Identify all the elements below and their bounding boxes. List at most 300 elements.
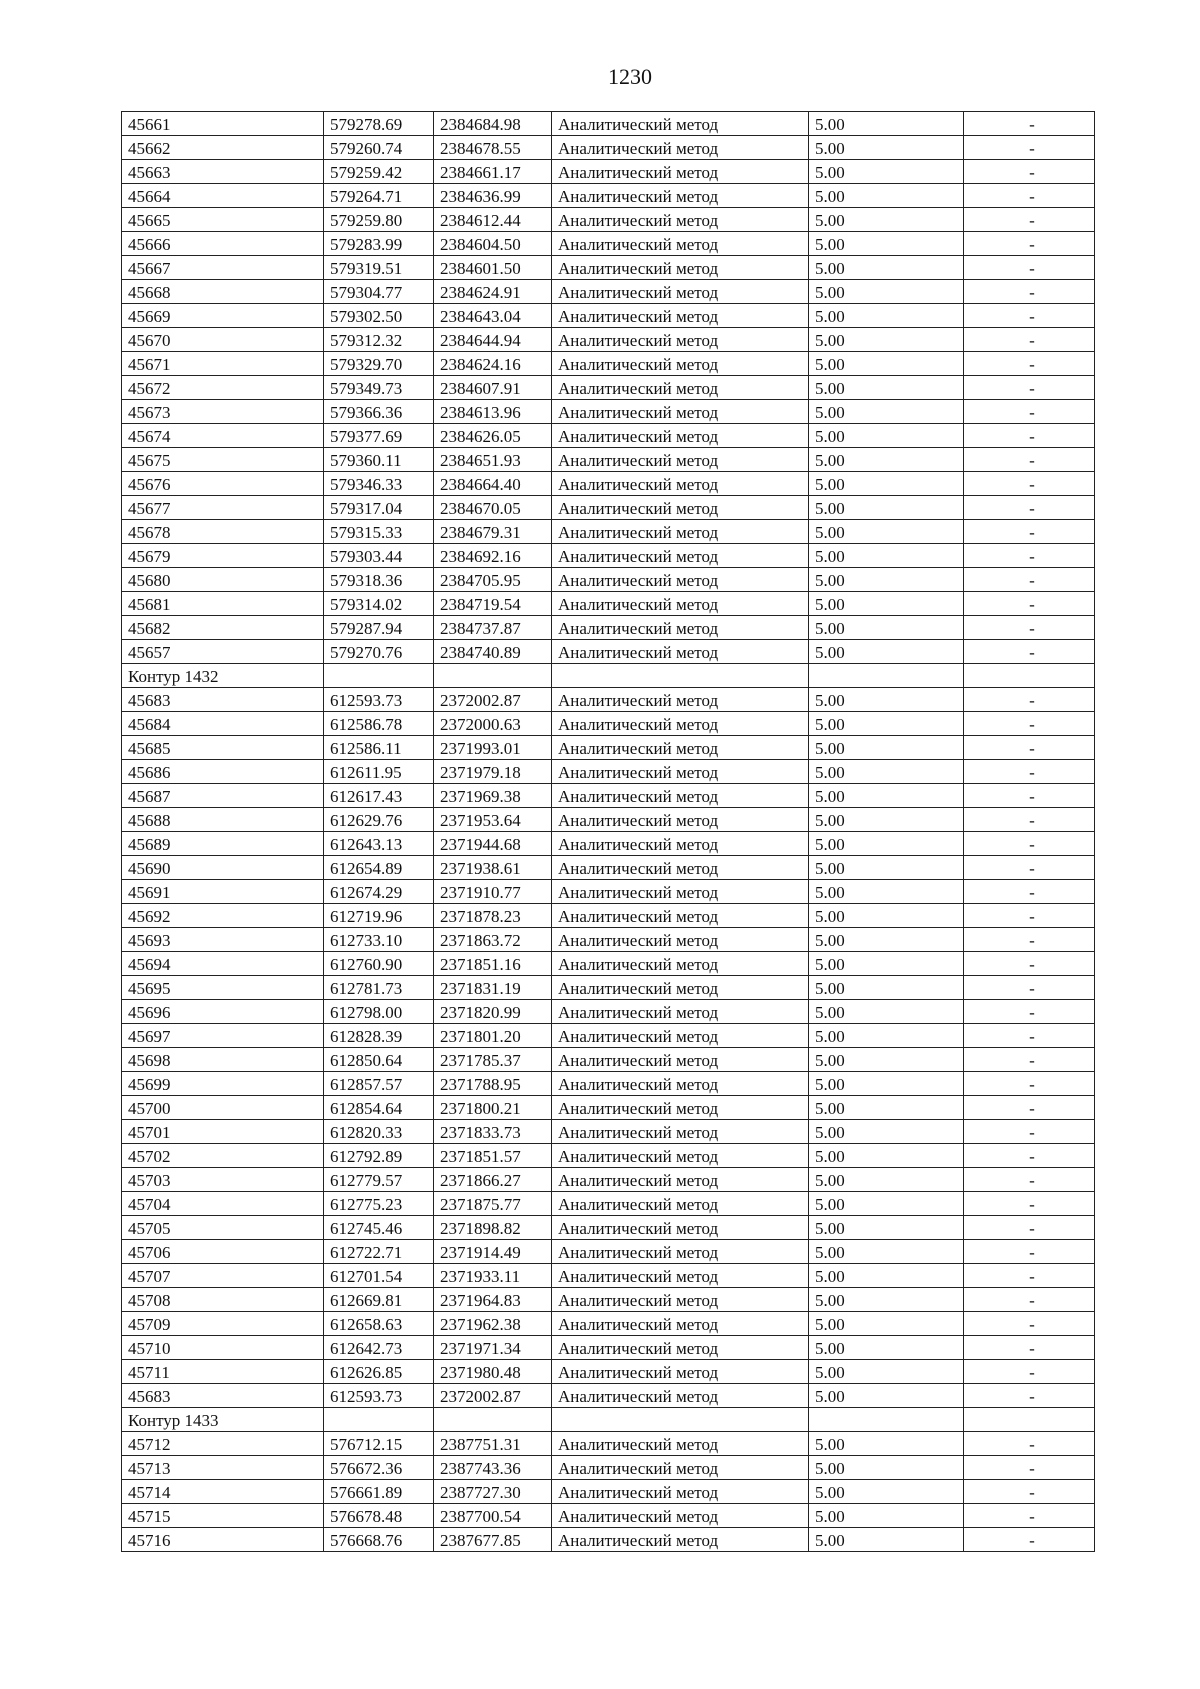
x-coordinate-cell: 612626.85 (324, 1360, 434, 1384)
table-row (122, 304, 1095, 328)
error-cell: 5.00 (809, 1384, 964, 1408)
table-row (122, 328, 1095, 352)
x-coordinate-cell: 612828.39 (324, 1024, 434, 1048)
method-cell: Аналитический метод (552, 1000, 809, 1024)
table-row (122, 832, 1095, 856)
table-row (122, 1048, 1095, 1072)
x-coordinate-cell: 612586.11 (324, 736, 434, 760)
y-coordinate-cell: 2371875.77 (434, 1192, 552, 1216)
y-coordinate-cell: 2384670.05 (434, 496, 552, 520)
error-cell: 5.00 (809, 1144, 964, 1168)
error-cell: 5.00 (809, 1024, 964, 1048)
table-row (122, 1432, 1095, 1456)
table-row (122, 1384, 1095, 1408)
note-cell: - (964, 688, 1095, 712)
contour-header-row (122, 1408, 1095, 1432)
y-coordinate-cell: 2384664.40 (434, 472, 552, 496)
note-cell: - (964, 424, 1095, 448)
note-cell: - (964, 1312, 1095, 1336)
y-coordinate-cell: 2384624.91 (434, 280, 552, 304)
table-row (122, 1336, 1095, 1360)
x-coordinate-cell: 612642.73 (324, 1336, 434, 1360)
method-cell: Аналитический метод (552, 1504, 809, 1528)
point-id-cell: 45675 (122, 448, 324, 472)
point-id-cell: 45676 (122, 472, 324, 496)
method-cell: Аналитический метод (552, 184, 809, 208)
y-coordinate-cell: 2371933.11 (434, 1264, 552, 1288)
x-coordinate-cell: 612593.73 (324, 1384, 434, 1408)
x-coordinate-cell: 612798.00 (324, 1000, 434, 1024)
note-cell: - (964, 736, 1095, 760)
note-cell: - (964, 352, 1095, 376)
x-coordinate-cell: 579283.99 (324, 232, 434, 256)
error-cell: 5.00 (809, 400, 964, 424)
x-coordinate-cell: 612669.81 (324, 1288, 434, 1312)
point-id-cell: 45695 (122, 976, 324, 1000)
note-cell: - (964, 1528, 1095, 1552)
point-id-cell: 45712 (122, 1432, 324, 1456)
method-cell: Аналитический метод (552, 160, 809, 184)
method-cell: Аналитический метод (552, 784, 809, 808)
error-cell: 5.00 (809, 1240, 964, 1264)
x-coordinate-cell: 576661.89 (324, 1480, 434, 1504)
table-row (122, 616, 1095, 640)
y-coordinate-cell: 2384679.31 (434, 520, 552, 544)
note-cell: - (964, 1432, 1095, 1456)
point-id-cell: 45706 (122, 1240, 324, 1264)
note-cell: - (964, 1288, 1095, 1312)
note-cell: - (964, 136, 1095, 160)
point-id-cell: 45694 (122, 952, 324, 976)
error-cell: 5.00 (809, 904, 964, 928)
x-coordinate-cell: 612701.54 (324, 1264, 434, 1288)
y-coordinate-cell: 2371863.72 (434, 928, 552, 952)
y-coordinate-cell: 2384636.99 (434, 184, 552, 208)
table-row (122, 496, 1095, 520)
method-cell: Аналитический метод (552, 832, 809, 856)
point-id-cell: 45668 (122, 280, 324, 304)
note-cell: - (964, 160, 1095, 184)
point-id-cell: 45711 (122, 1360, 324, 1384)
table-row (122, 1120, 1095, 1144)
point-id-cell: 45669 (122, 304, 324, 328)
note-cell: - (964, 904, 1095, 928)
note-cell: - (964, 568, 1095, 592)
method-cell: Аналитический метод (552, 856, 809, 880)
error-cell: 5.00 (809, 1216, 964, 1240)
table-row (122, 520, 1095, 544)
table-row (122, 424, 1095, 448)
error-cell: 5.00 (809, 352, 964, 376)
point-id-cell: 45677 (122, 496, 324, 520)
table-row (122, 592, 1095, 616)
table-row (122, 1504, 1095, 1528)
note-cell: - (964, 472, 1095, 496)
note-cell: - (964, 1216, 1095, 1240)
error-cell: 5.00 (809, 280, 964, 304)
note-cell: - (964, 1504, 1095, 1528)
method-cell: Аналитический метод (552, 904, 809, 928)
x-coordinate-cell: 612593.73 (324, 688, 434, 712)
error-cell: 5.00 (809, 712, 964, 736)
y-coordinate-cell: 2371878.23 (434, 904, 552, 928)
note-cell: - (964, 760, 1095, 784)
y-coordinate-cell: 2387700.54 (434, 1504, 552, 1528)
y-coordinate-cell: 2371980.48 (434, 1360, 552, 1384)
table-row (122, 1312, 1095, 1336)
table-row (122, 1240, 1095, 1264)
x-coordinate-cell: 612617.43 (324, 784, 434, 808)
y-coordinate-cell: 2371898.82 (434, 1216, 552, 1240)
note-cell: - (964, 616, 1095, 640)
method-cell: Аналитический метод (552, 1168, 809, 1192)
error-cell: 5.00 (809, 952, 964, 976)
note-cell: - (964, 1168, 1095, 1192)
table-row (122, 544, 1095, 568)
note-cell: - (964, 1096, 1095, 1120)
x-coordinate-cell: 612792.89 (324, 1144, 434, 1168)
table-row (122, 880, 1095, 904)
note-cell: - (964, 544, 1095, 568)
method-cell: Аналитический метод (552, 712, 809, 736)
error-cell: 5.00 (809, 184, 964, 208)
x-coordinate-cell: 579259.42 (324, 160, 434, 184)
note-cell: - (964, 1456, 1095, 1480)
point-id-cell: 45688 (122, 808, 324, 832)
table-row (122, 952, 1095, 976)
error-cell: 5.00 (809, 1360, 964, 1384)
x-coordinate-cell: 579314.02 (324, 592, 434, 616)
table-row (122, 1072, 1095, 1096)
error-cell: 5.00 (809, 160, 964, 184)
empty-cell (809, 664, 964, 688)
error-cell: 5.00 (809, 1480, 964, 1504)
error-cell: 5.00 (809, 1288, 964, 1312)
point-id-cell: 45673 (122, 400, 324, 424)
error-cell: 5.00 (809, 304, 964, 328)
error-cell: 5.00 (809, 568, 964, 592)
error-cell: 5.00 (809, 760, 964, 784)
note-cell: - (964, 880, 1095, 904)
table-row (122, 1264, 1095, 1288)
error-cell: 5.00 (809, 1120, 964, 1144)
point-id-cell: 45672 (122, 376, 324, 400)
table-row (122, 1168, 1095, 1192)
method-cell: Аналитический метод (552, 232, 809, 256)
x-coordinate-cell: 612629.76 (324, 808, 434, 832)
error-cell: 5.00 (809, 784, 964, 808)
method-cell: Аналитический метод (552, 952, 809, 976)
y-coordinate-cell: 2384613.96 (434, 400, 552, 424)
point-id-cell: 45709 (122, 1312, 324, 1336)
point-id-cell: 45716 (122, 1528, 324, 1552)
point-id-cell: 45682 (122, 616, 324, 640)
method-cell: Аналитический метод (552, 1024, 809, 1048)
error-cell: 5.00 (809, 1192, 964, 1216)
error-cell: 5.00 (809, 328, 964, 352)
y-coordinate-cell: 2371801.20 (434, 1024, 552, 1048)
method-cell: Аналитический метод (552, 448, 809, 472)
y-coordinate-cell: 2371971.34 (434, 1336, 552, 1360)
x-coordinate-cell: 612658.63 (324, 1312, 434, 1336)
note-cell: - (964, 1072, 1095, 1096)
page-number: 1230 (608, 64, 652, 89)
note-cell: - (964, 328, 1095, 352)
table-row (122, 1480, 1095, 1504)
error-cell: 5.00 (809, 832, 964, 856)
table-row (122, 1096, 1095, 1120)
method-cell: Аналитический метод (552, 1192, 809, 1216)
table-row (122, 136, 1095, 160)
point-id-cell: 45661 (122, 112, 324, 136)
method-cell: Аналитический метод (552, 928, 809, 952)
y-coordinate-cell: 2371910.77 (434, 880, 552, 904)
y-coordinate-cell: 2371866.27 (434, 1168, 552, 1192)
method-cell: Аналитический метод (552, 1384, 809, 1408)
method-cell: Аналитический метод (552, 304, 809, 328)
table-row (122, 712, 1095, 736)
point-id-cell: 45686 (122, 760, 324, 784)
point-id-cell: 45715 (122, 1504, 324, 1528)
point-id-cell: 45657 (122, 640, 324, 664)
note-cell: - (964, 1264, 1095, 1288)
x-coordinate-cell: 576668.76 (324, 1528, 434, 1552)
method-cell: Аналитический метод (552, 208, 809, 232)
error-cell: 5.00 (809, 856, 964, 880)
x-coordinate-cell: 612850.64 (324, 1048, 434, 1072)
point-id-cell: 45683 (122, 1384, 324, 1408)
method-cell: Аналитический метод (552, 1480, 809, 1504)
y-coordinate-cell: 2387677.85 (434, 1528, 552, 1552)
error-cell: 5.00 (809, 376, 964, 400)
error-cell: 5.00 (809, 1312, 964, 1336)
point-id-cell: 45665 (122, 208, 324, 232)
method-cell: Аналитический метод (552, 112, 809, 136)
method-cell: Аналитический метод (552, 328, 809, 352)
y-coordinate-cell: 2372002.87 (434, 1384, 552, 1408)
point-id-cell: 45714 (122, 1480, 324, 1504)
x-coordinate-cell: 579346.33 (324, 472, 434, 496)
note-cell: - (964, 304, 1095, 328)
x-coordinate-cell: 612779.57 (324, 1168, 434, 1192)
y-coordinate-cell: 2372000.63 (434, 712, 552, 736)
y-coordinate-cell: 2384612.44 (434, 208, 552, 232)
y-coordinate-cell: 2371833.73 (434, 1120, 552, 1144)
note-cell: - (964, 952, 1095, 976)
y-coordinate-cell: 2384607.91 (434, 376, 552, 400)
note-cell: - (964, 1120, 1095, 1144)
y-coordinate-cell: 2371788.95 (434, 1072, 552, 1096)
method-cell: Аналитический метод (552, 1144, 809, 1168)
x-coordinate-cell: 612854.64 (324, 1096, 434, 1120)
empty-cell (434, 1408, 552, 1432)
point-id-cell: 45667 (122, 256, 324, 280)
point-id-cell: 45666 (122, 232, 324, 256)
table-row (122, 640, 1095, 664)
x-coordinate-cell: 612722.71 (324, 1240, 434, 1264)
y-coordinate-cell: 2384643.04 (434, 304, 552, 328)
x-coordinate-cell: 576678.48 (324, 1504, 434, 1528)
note-cell: - (964, 856, 1095, 880)
method-cell: Аналитический метод (552, 760, 809, 784)
method-cell: Аналитический метод (552, 1096, 809, 1120)
method-cell: Аналитический метод (552, 880, 809, 904)
coordinates-table (121, 111, 1095, 1552)
note-cell: - (964, 232, 1095, 256)
empty-cell (964, 1408, 1095, 1432)
point-id-cell: 45687 (122, 784, 324, 808)
method-cell: Аналитический метод (552, 1312, 809, 1336)
note-cell: - (964, 1240, 1095, 1264)
note-cell: - (964, 520, 1095, 544)
note-cell: - (964, 1336, 1095, 1360)
point-id-cell: 45664 (122, 184, 324, 208)
note-cell: - (964, 976, 1095, 1000)
y-coordinate-cell: 2371820.99 (434, 1000, 552, 1024)
x-coordinate-cell: 579259.80 (324, 208, 434, 232)
note-cell: - (964, 712, 1095, 736)
table-row (122, 1024, 1095, 1048)
point-id-cell: 45663 (122, 160, 324, 184)
point-id-cell: 45713 (122, 1456, 324, 1480)
x-coordinate-cell: 579317.04 (324, 496, 434, 520)
note-cell: - (964, 112, 1095, 136)
point-id-cell: 45670 (122, 328, 324, 352)
error-cell: 5.00 (809, 928, 964, 952)
x-coordinate-cell: 579366.36 (324, 400, 434, 424)
empty-cell (324, 1408, 434, 1432)
error-cell: 5.00 (809, 1096, 964, 1120)
y-coordinate-cell: 2371979.18 (434, 760, 552, 784)
x-coordinate-cell: 612733.10 (324, 928, 434, 952)
error-cell: 5.00 (809, 640, 964, 664)
x-coordinate-cell: 579349.73 (324, 376, 434, 400)
y-coordinate-cell: 2384684.98 (434, 112, 552, 136)
error-cell: 5.00 (809, 1432, 964, 1456)
table-row (122, 568, 1095, 592)
method-cell: Аналитический метод (552, 616, 809, 640)
method-cell: Аналитический метод (552, 256, 809, 280)
method-cell: Аналитический метод (552, 592, 809, 616)
point-id-cell: 45684 (122, 712, 324, 736)
note-cell: - (964, 640, 1095, 664)
point-id-cell: 45702 (122, 1144, 324, 1168)
x-coordinate-cell: 612654.89 (324, 856, 434, 880)
y-coordinate-cell: 2384624.16 (434, 352, 552, 376)
y-coordinate-cell: 2384626.05 (434, 424, 552, 448)
x-coordinate-cell: 612857.57 (324, 1072, 434, 1096)
x-coordinate-cell: 579278.69 (324, 112, 434, 136)
point-id-cell: 45698 (122, 1048, 324, 1072)
note-cell: - (964, 496, 1095, 520)
x-coordinate-cell: 579287.94 (324, 616, 434, 640)
error-cell: 5.00 (809, 736, 964, 760)
point-id-cell: 45705 (122, 1216, 324, 1240)
note-cell: - (964, 1192, 1095, 1216)
contour-label: Контур 1433 (122, 1408, 324, 1432)
method-cell: Аналитический метод (552, 280, 809, 304)
note-cell: - (964, 1480, 1095, 1504)
table-row (122, 208, 1095, 232)
x-coordinate-cell: 612760.90 (324, 952, 434, 976)
table-row (122, 856, 1095, 880)
table-row (122, 160, 1095, 184)
contour-label: Контур 1432 (122, 664, 324, 688)
point-id-cell: 45683 (122, 688, 324, 712)
error-cell: 5.00 (809, 232, 964, 256)
method-cell: Аналитический метод (552, 1048, 809, 1072)
error-cell: 5.00 (809, 544, 964, 568)
y-coordinate-cell: 2371953.64 (434, 808, 552, 832)
point-id-cell: 45689 (122, 832, 324, 856)
table-row (122, 928, 1095, 952)
method-cell: Аналитический метод (552, 1288, 809, 1312)
y-coordinate-cell: 2384737.87 (434, 616, 552, 640)
x-coordinate-cell: 579318.36 (324, 568, 434, 592)
table-row (122, 688, 1095, 712)
note-cell: - (964, 928, 1095, 952)
point-id-cell: 45701 (122, 1120, 324, 1144)
y-coordinate-cell: 2384661.17 (434, 160, 552, 184)
method-cell: Аналитический метод (552, 1456, 809, 1480)
x-coordinate-cell: 612775.23 (324, 1192, 434, 1216)
note-cell: - (964, 808, 1095, 832)
table-row (122, 352, 1095, 376)
x-coordinate-cell: 579260.74 (324, 136, 434, 160)
method-cell: Аналитический метод (552, 1432, 809, 1456)
point-id-cell: 45680 (122, 568, 324, 592)
point-id-cell: 45708 (122, 1288, 324, 1312)
table-row (122, 808, 1095, 832)
error-cell: 5.00 (809, 976, 964, 1000)
y-coordinate-cell: 2371851.57 (434, 1144, 552, 1168)
error-cell: 5.00 (809, 880, 964, 904)
note-cell: - (964, 256, 1095, 280)
table-row (122, 400, 1095, 424)
y-coordinate-cell: 2371993.01 (434, 736, 552, 760)
method-cell: Аналитический метод (552, 1264, 809, 1288)
note-cell: - (964, 1360, 1095, 1384)
point-id-cell: 45691 (122, 880, 324, 904)
point-id-cell: 45693 (122, 928, 324, 952)
table-row (122, 1528, 1095, 1552)
x-coordinate-cell: 612674.29 (324, 880, 434, 904)
note-cell: - (964, 448, 1095, 472)
note-cell: - (964, 208, 1095, 232)
y-coordinate-cell: 2387743.36 (434, 1456, 552, 1480)
y-coordinate-cell: 2387751.31 (434, 1432, 552, 1456)
y-coordinate-cell: 2384692.16 (434, 544, 552, 568)
table-body (122, 112, 1095, 1552)
x-coordinate-cell: 579360.11 (324, 448, 434, 472)
y-coordinate-cell: 2371962.38 (434, 1312, 552, 1336)
method-cell: Аналитический метод (552, 472, 809, 496)
x-coordinate-cell: 612719.96 (324, 904, 434, 928)
table-row (122, 1456, 1095, 1480)
point-id-cell: 45697 (122, 1024, 324, 1048)
method-cell: Аналитический метод (552, 376, 809, 400)
error-cell: 5.00 (809, 1528, 964, 1552)
y-coordinate-cell: 2384651.93 (434, 448, 552, 472)
error-cell: 5.00 (809, 1456, 964, 1480)
y-coordinate-cell: 2384719.54 (434, 592, 552, 616)
point-id-cell: 45681 (122, 592, 324, 616)
empty-cell (324, 664, 434, 688)
table-row (122, 1360, 1095, 1384)
y-coordinate-cell: 2371969.38 (434, 784, 552, 808)
y-coordinate-cell: 2384740.89 (434, 640, 552, 664)
note-cell: - (964, 184, 1095, 208)
